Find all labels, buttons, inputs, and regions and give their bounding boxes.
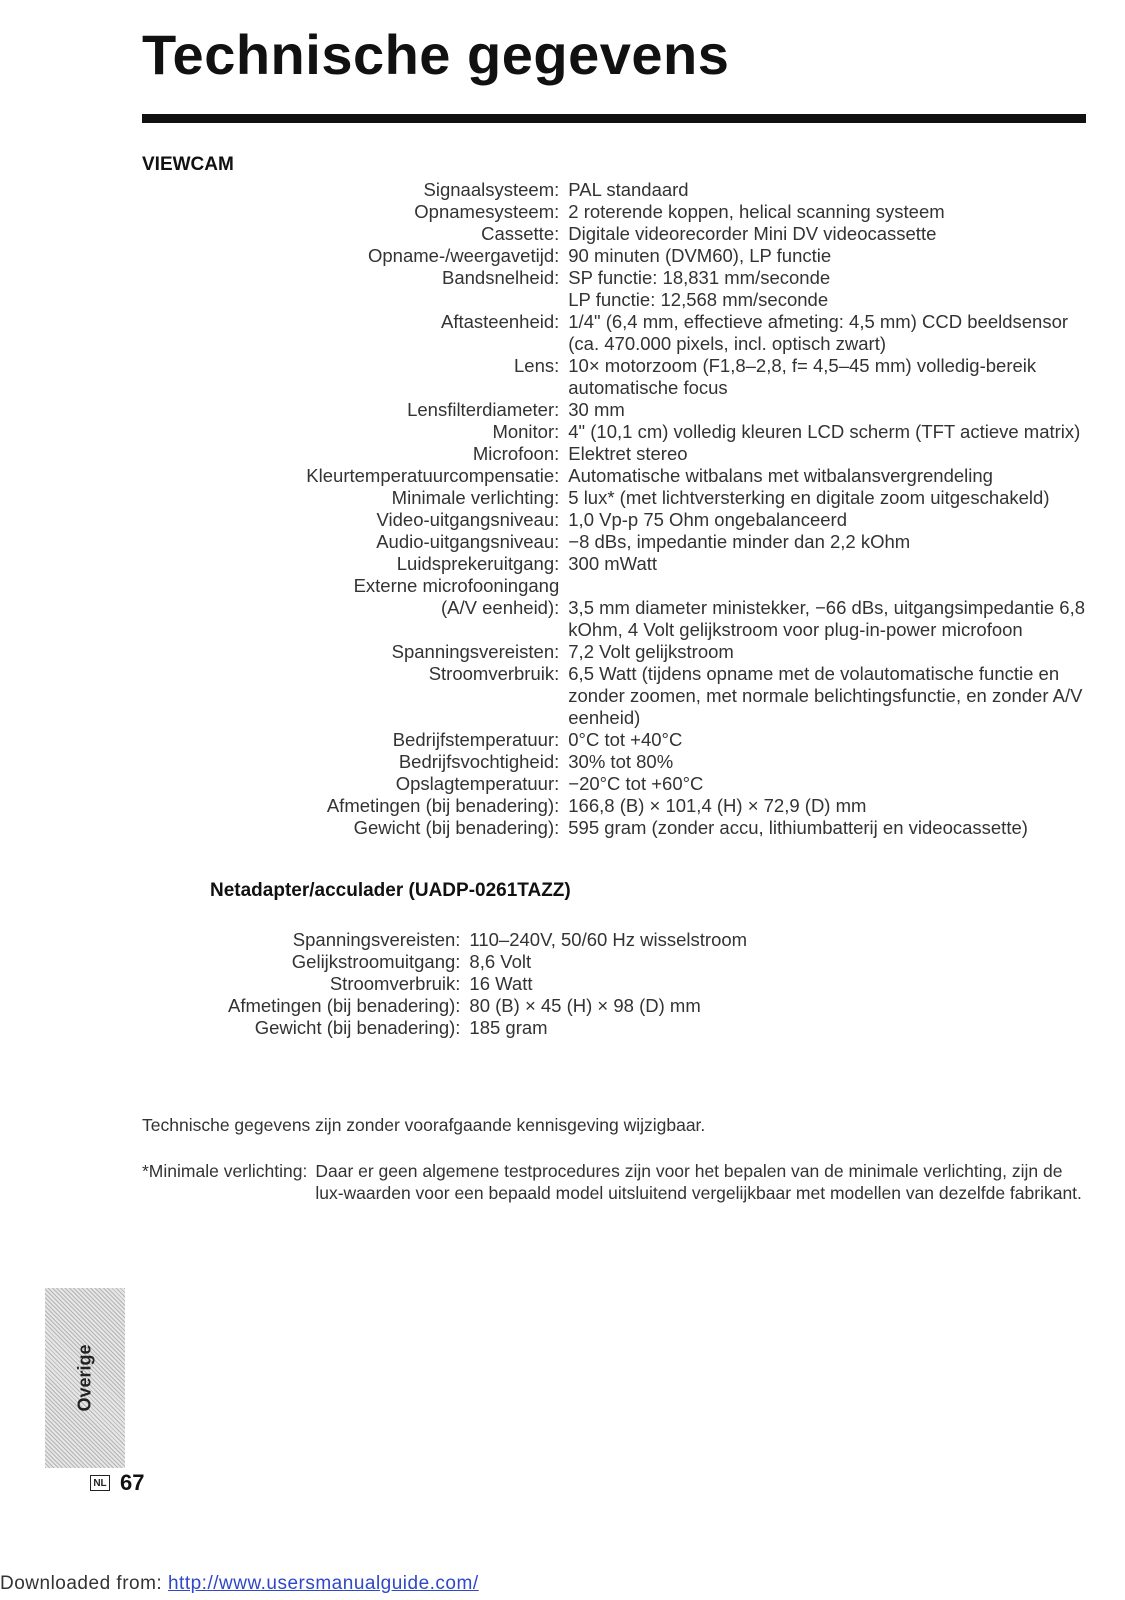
footnote-text: Daar er geen algemene testprocedures zijn voor het bepalen van de minimale verlichting, zijn de lux-waarden voor een bepaald model uitsluitend vergelijkbaar met modellen van dezelfde fabrikant. [315, 1161, 1082, 1203]
spec-value [568, 421, 1085, 443]
spec-value-line: 4" (10,1 cm) volledig kleuren LCD scherm (TFT actieve matrix) [568, 421, 1081, 442]
spec-label: Luidsprekeruitgang: [396, 553, 560, 574]
spec-value-line: 90 minuten (DVM60), LP functie [568, 245, 832, 266]
section-side-tab [45, 1288, 125, 1468]
adapter-spec-row [228, 995, 747, 1017]
spec-label: Video-uitgangsniveau: [376, 509, 560, 530]
viewcam-spec-row [306, 487, 1085, 509]
viewcam-spec-row [306, 223, 1085, 245]
spec-value-line: 166,8 (B) × 101,4 (H) × 72,9 (D) mm [568, 795, 867, 816]
spec-value [568, 531, 1085, 553]
spec-value-line: 10× motorzoom (F1,8–2,8, f= 4,5–45 mm) volledig-bereik [568, 355, 1037, 376]
viewcam-spec-row [306, 509, 1085, 531]
viewcam-spec-row [306, 179, 1085, 201]
viewcam-spec-row [306, 751, 1085, 773]
spec-value [469, 1017, 747, 1039]
spec-value-line: 1/4" (6,4 mm, effectieve afmeting: 4,5 mm) CCD beeldsensor [568, 311, 1069, 332]
spec-value-line: PAL standaard [568, 179, 689, 200]
spec-value [568, 311, 1085, 355]
spec-value [568, 817, 1085, 839]
viewcam-spec-row [306, 443, 1085, 465]
spec-label: Aftasteenheid: [440, 311, 560, 332]
spec-label: Opname-/weergavetijd: [368, 245, 560, 266]
spec-label: Afmetingen (bij benadering): [228, 995, 461, 1016]
spec-label: (A/V eenheid): [441, 597, 560, 618]
viewcam-heading: VIEWCAM [142, 154, 234, 175]
viewcam-spec-row [306, 399, 1085, 421]
spec-value [568, 553, 1085, 575]
spec-label: Bedrijfstemperatuur: [392, 729, 560, 750]
spec-value-line: Elektret stereo [568, 443, 688, 464]
spec-label: Lensfilterdiameter: [407, 399, 560, 420]
spec-value-line: automatische focus [568, 377, 728, 398]
spec-value [568, 399, 1085, 421]
viewcam-spec-row [306, 641, 1085, 663]
viewcam-spec-row [306, 355, 1085, 399]
viewcam-spec-row [306, 729, 1085, 751]
spec-value-line: −8 dBs, impedantie minder dan 2,2 kOhm [568, 531, 911, 552]
language-badge: NL [90, 1475, 110, 1491]
spec-value-line: 30% tot 80% [568, 751, 674, 772]
spec-label: Opnamesysteem: [414, 201, 560, 222]
page-number-block [90, 1470, 144, 1496]
footnote-label: *Minimale verlichting: [142, 1161, 308, 1181]
side-tab-label: Overige [74, 1344, 95, 1412]
spec-value [568, 267, 1085, 311]
spec-label: Bandsnelheid: [442, 267, 560, 288]
viewcam-spec-row [306, 245, 1085, 267]
spec-label: Stroomverbruik: [428, 663, 560, 684]
footnote [142, 1160, 1082, 1204]
page-number: 67 [120, 1470, 145, 1495]
spec-value [568, 355, 1085, 399]
spec-value-line: 0°C tot +40°C [568, 729, 683, 750]
spec-label: Signaalsysteem: [423, 179, 560, 200]
viewcam-spec-row [306, 817, 1085, 839]
spec-value [568, 443, 1085, 465]
spec-value [568, 751, 1085, 773]
viewcam-spec-row [306, 311, 1085, 355]
spec-value-line: 80 (B) × 45 (H) × 98 (D) mm [469, 995, 701, 1016]
spec-label: Opslagtemperatuur: [395, 773, 560, 794]
spec-value [568, 223, 1085, 245]
spec-label: Externe microfooningang [353, 575, 560, 596]
adapter-heading: Netadapter/acculader (UADP-0261TAZZ) [210, 880, 571, 901]
adapter-spec-row [228, 1017, 747, 1039]
spec-value [568, 201, 1085, 223]
viewcam-spec-table [306, 179, 1085, 839]
adapter-spec-row [228, 951, 747, 973]
adapter-spec-row [228, 973, 747, 995]
spec-value-line: SP functie: 18,831 mm/seconde [568, 267, 831, 288]
spec-value-line: 185 gram [469, 1017, 548, 1038]
spec-label: Afmetingen (bij benadering): [326, 795, 560, 816]
spec-label: Cassette: [481, 223, 560, 244]
spec-value [469, 951, 747, 973]
viewcam-spec-row [306, 773, 1085, 795]
viewcam-spec-row [306, 421, 1085, 443]
spec-label: Gelijkstroomuitgang: [291, 951, 461, 972]
spec-value [568, 641, 1085, 663]
spec-label: Bedrijfsvochtigheid: [398, 751, 560, 772]
spec-value [568, 245, 1085, 267]
spec-value-line: eenheid) [568, 707, 641, 728]
spec-value-line: 7,2 Volt gelijkstroom [568, 641, 734, 662]
spec-value [568, 795, 1085, 817]
spec-value-line: LP functie: 12,568 mm/seconde [568, 289, 829, 310]
spec-value [568, 575, 1085, 597]
viewcam-spec-row [306, 201, 1085, 223]
spec-value [568, 465, 1085, 487]
spec-label: Kleurtemperatuurcompensatie: [306, 465, 560, 486]
spec-value [568, 179, 1085, 201]
spec-label: Gewicht (bij benadering): [353, 817, 560, 838]
spec-value [568, 509, 1085, 531]
spec-label: Audio-uitgangsniveau: [376, 531, 560, 552]
change-notice: Technische gegevens zijn zonder voorafgaande kennisgeving wijzigbaar. [142, 1115, 706, 1135]
spec-value-line: 300 mWatt [568, 553, 658, 574]
spec-value-line: 595 gram (zonder accu, lithiumbatterij en videocassette) [568, 817, 1028, 838]
download-source [0, 1573, 479, 1595]
spec-label: Spanningsvereisten: [391, 641, 560, 662]
download-link[interactable]: http://www.usersmanualguide.com/ [167, 1573, 479, 1594]
viewcam-spec-row [306, 795, 1085, 817]
viewcam-spec-row [306, 267, 1085, 311]
spec-value-line: 16 Watt [469, 973, 533, 994]
page-title: Technische gegevens [142, 23, 730, 86]
spec-value [568, 729, 1085, 751]
viewcam-spec-row [306, 531, 1085, 553]
spec-value-line: 6,5 Watt (tijdens opname met de volautomatische functie en [568, 663, 1060, 684]
title-rule [142, 114, 1086, 123]
spec-value-line: 8,6 Volt [469, 951, 532, 972]
adapter-spec-table [228, 929, 747, 1039]
spec-label: Monitor: [492, 421, 560, 442]
spec-value [568, 597, 1085, 641]
viewcam-spec-row [306, 553, 1085, 575]
viewcam-spec-row [306, 575, 1085, 597]
spec-value-line: 5 lux* (met lichtversterking en digitale zoom uitgeschakeld) [568, 487, 1050, 508]
spec-value-line: zonder zoomen, met normale belichtingsfunctie, en zonder A/V [568, 685, 1083, 706]
spec-value [469, 995, 747, 1017]
spec-value-line: Automatische witbalans met witbalansvergrendeling [568, 465, 993, 486]
spec-value-line [568, 575, 1085, 597]
spec-value-line: 3,5 mm diameter ministekker, −66 dBs, uitgangsimpedantie 6,8 [568, 597, 1085, 618]
spec-value [469, 929, 747, 951]
spec-value-line: kOhm, 4 Volt gelijkstroom voor plug-in-power microfoon [568, 619, 1023, 640]
spec-label: Minimale verlichting: [391, 487, 560, 508]
spec-value [568, 487, 1085, 509]
spec-value-line: (ca. 470.000 pixels, incl. optisch zwart) [568, 333, 886, 354]
spec-value-line: 2 roterende koppen, helical scanning systeem [568, 201, 945, 222]
download-prefix: Downloaded from: [0, 1573, 168, 1594]
spec-value-line: 1,0 Vp-p 75 Ohm ongebalanceerd [568, 509, 847, 530]
spec-label: Microfoon: [472, 443, 560, 464]
spec-label: Stroomverbruik: [329, 973, 461, 994]
spec-value [568, 773, 1085, 795]
viewcam-spec-row [306, 597, 1085, 641]
adapter-spec-row [228, 929, 747, 951]
spec-label: Gewicht (bij benadering): [254, 1017, 461, 1038]
viewcam-spec-row [306, 663, 1085, 729]
spec-value-line: −20°C tot +60°C [568, 773, 704, 794]
spec-value [568, 663, 1085, 729]
spec-value [469, 973, 747, 995]
spec-value-line: 30 mm [568, 399, 625, 420]
spec-label: Lens: [514, 355, 560, 376]
viewcam-spec-row [306, 465, 1085, 487]
spec-value-line: Digitale videorecorder Mini DV videocassette [568, 223, 937, 244]
spec-value-line: 110–240V, 50/60 Hz wisselstroom [469, 929, 748, 950]
spec-label: Spanningsvereisten: [292, 929, 461, 950]
